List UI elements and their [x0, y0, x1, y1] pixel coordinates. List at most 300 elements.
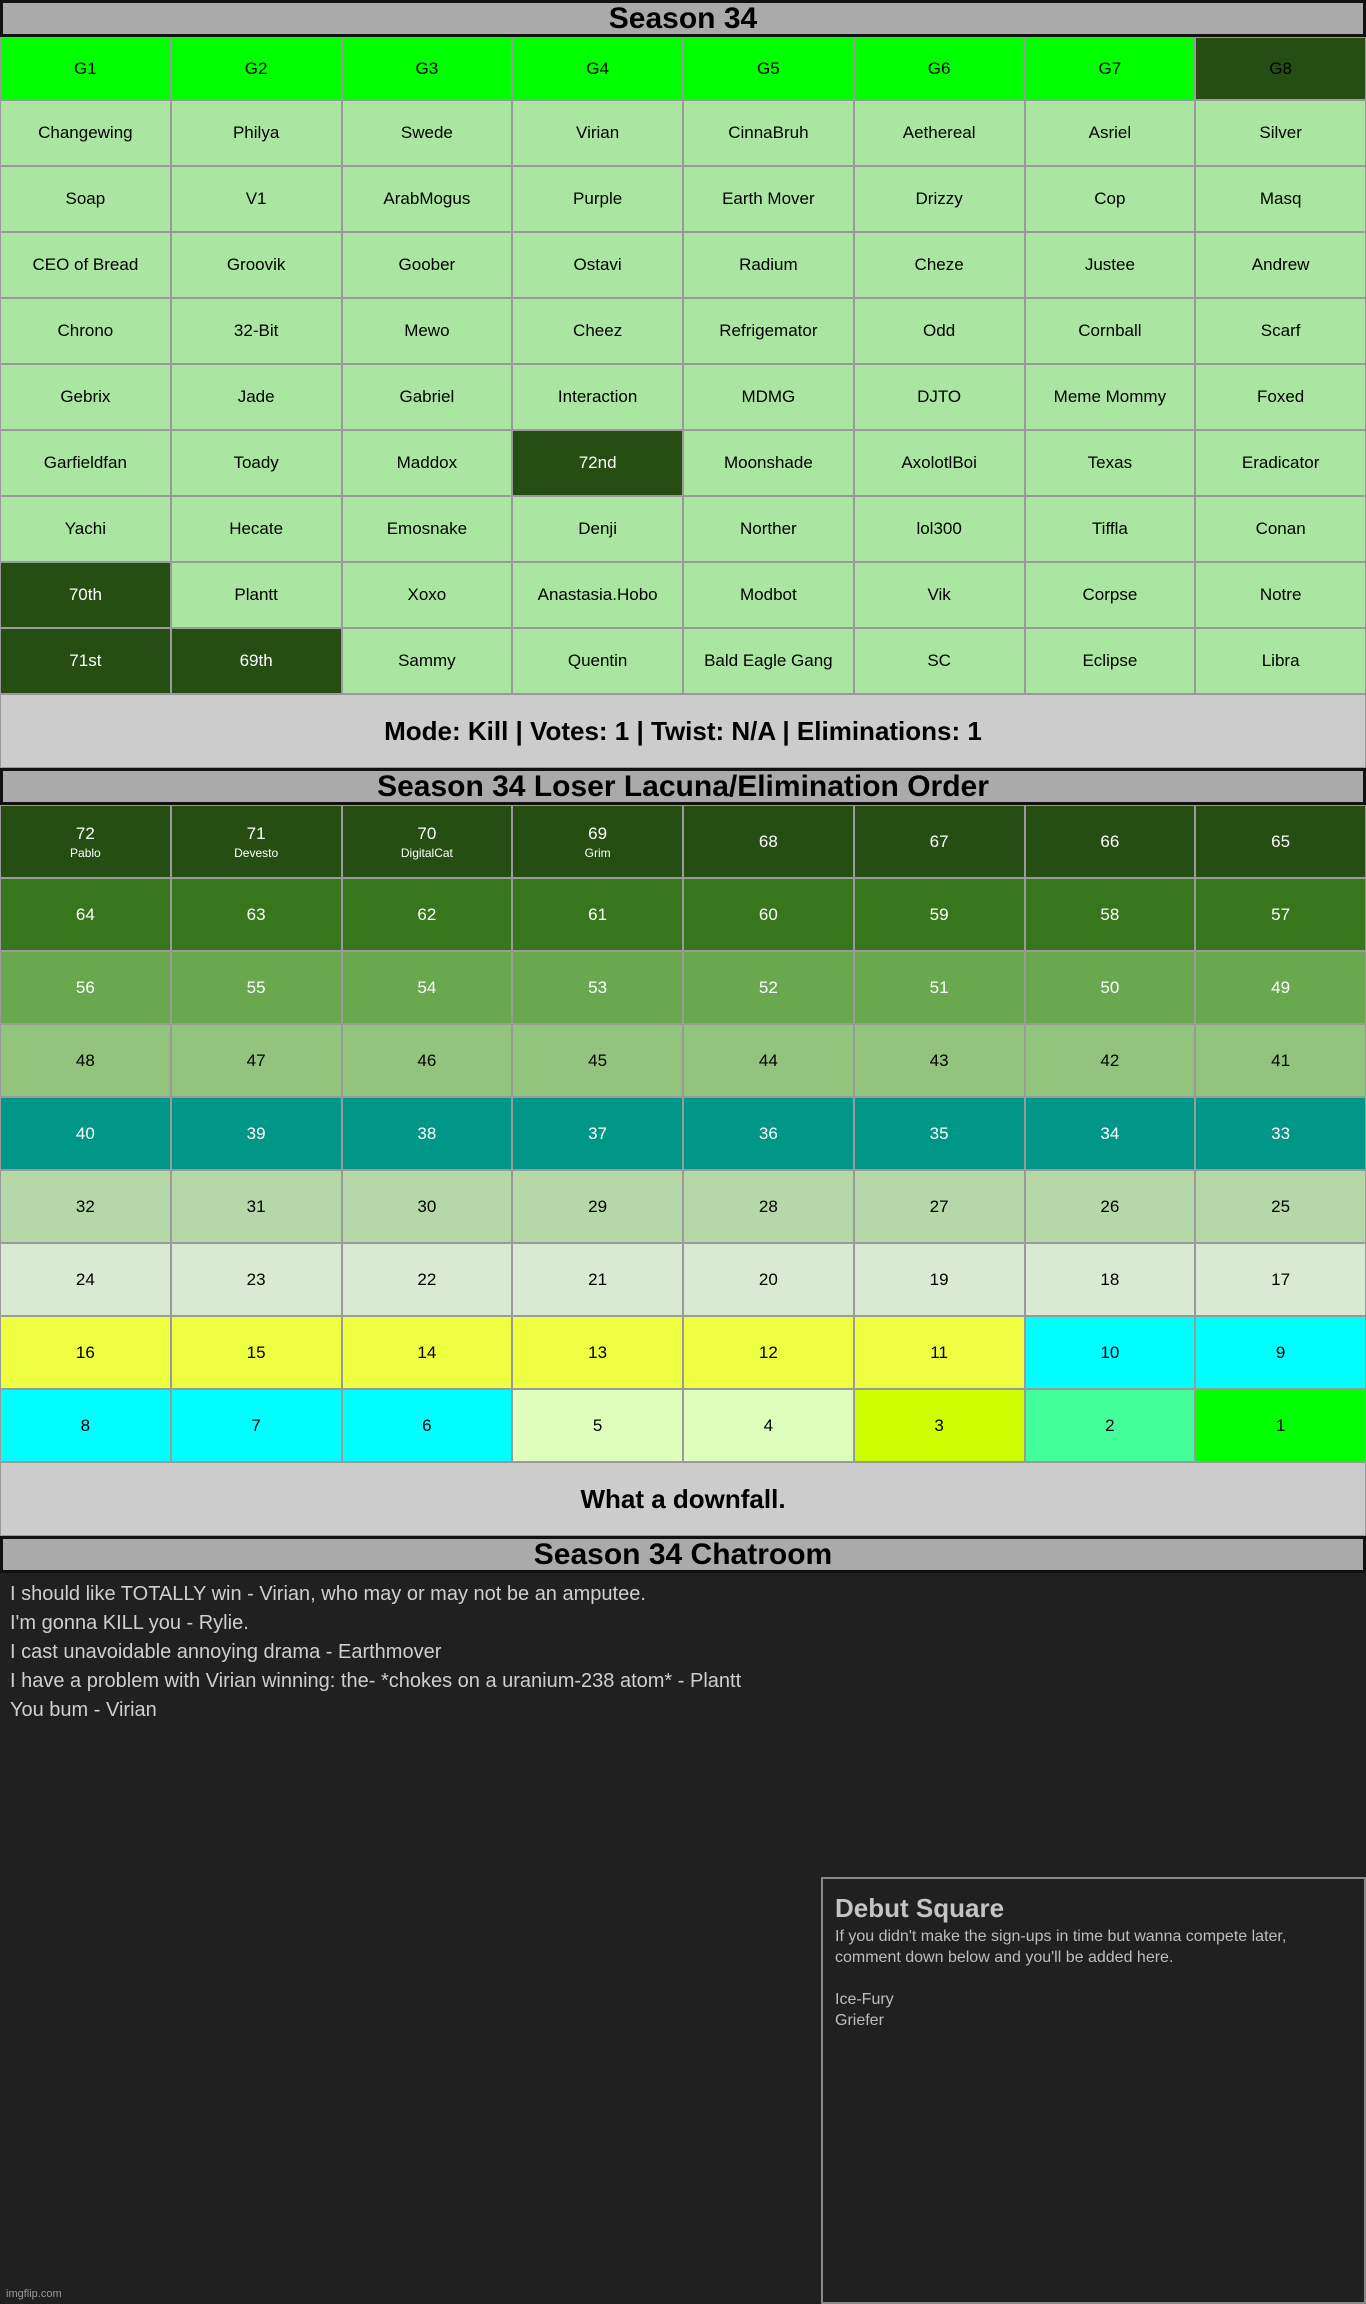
contestant: [854, 298, 1025, 364]
elimination-slot: [0, 1024, 171, 1097]
contestant-label: Bald Eagle Gang: [704, 651, 833, 670]
contestant: [171, 298, 342, 364]
elimination-slot: [0, 1097, 171, 1170]
contestant: [171, 364, 342, 430]
eliminated-contestant: [512, 430, 683, 496]
elimination-slot-label: 46: [417, 1050, 437, 1070]
elimination-slot: [0, 805, 171, 878]
elimination-slot-label: 22: [417, 1269, 437, 1289]
contestant: [1195, 100, 1366, 166]
contestant: [1025, 232, 1196, 298]
contestant-label: Asriel: [1088, 123, 1132, 142]
contestant: [342, 430, 513, 496]
contestant: [512, 100, 683, 166]
contestant-label: Emosnake: [386, 519, 468, 538]
elimination-slot-label: 7: [251, 1415, 261, 1435]
contestant-label: Libra: [1261, 651, 1300, 670]
contestant-label: CinnaBruh: [728, 123, 809, 142]
contestant: [683, 298, 854, 364]
elimination-slot: [342, 951, 513, 1024]
contestant: [854, 166, 1025, 232]
group-header-label: G6: [927, 58, 951, 78]
group-header: [1195, 37, 1366, 100]
contestant: [1195, 496, 1366, 562]
contestant-label: Notre: [1259, 585, 1302, 604]
contestant: [171, 100, 342, 166]
elimination-slot-label: 47: [246, 1050, 266, 1070]
elimination-slot-label: 59: [929, 904, 949, 924]
debut-text: If you didn't make the sign-ups in time but wanna compete later, comment down below and you'll be added here.: [835, 1928, 1287, 1966]
contestant-label: 32-Bit: [233, 321, 279, 340]
contestant-label: MDMG: [741, 387, 796, 406]
elimination-slot: [1025, 1243, 1196, 1316]
contestant-label: Groovik: [226, 255, 286, 274]
elimination-slot-label: 49: [1271, 977, 1291, 997]
contestant: [1195, 364, 1366, 430]
contestant-label: Conan: [1255, 519, 1306, 538]
elimination-slot-label: 40: [75, 1123, 95, 1143]
group-header-label: G8: [1269, 58, 1292, 78]
contestant: [683, 430, 854, 496]
contestant: [171, 166, 342, 232]
contestant-label: Chrono: [57, 321, 114, 340]
elimination-slot: [683, 1316, 854, 1389]
contestant: [0, 232, 171, 298]
contestant: [512, 496, 683, 562]
contestant: [512, 562, 683, 628]
elimination-slot-label: 38: [417, 1123, 437, 1143]
elimination-slot: [0, 1170, 171, 1243]
elimination-slot-label: 14: [417, 1342, 437, 1362]
elimination-slot-label: 42: [1100, 1050, 1120, 1070]
elimination-slot: [342, 805, 513, 878]
elimination-slot: [512, 805, 683, 878]
elimination-slot-label: 15: [246, 1342, 266, 1362]
contestant: [1025, 364, 1196, 430]
elimination-slot-label: 21: [588, 1269, 608, 1289]
contestant-label: Ostavi: [573, 255, 622, 274]
elimination-slot: [683, 805, 854, 878]
chat-message: I should like TOTALLY win - Virian, who may or may not be an amputee.: [10, 1583, 646, 1605]
contestant: [342, 364, 513, 430]
contestant: [0, 430, 171, 496]
contestant: [0, 166, 171, 232]
contestant-label: Xoxo: [407, 585, 447, 604]
elimination-slot: [342, 1316, 513, 1389]
contestant: [1195, 166, 1366, 232]
elimination-slot: [1025, 1097, 1196, 1170]
elimination-slot-label: 63: [246, 904, 266, 924]
contestant-label: Anastasia.Hobo: [537, 585, 658, 604]
elimination-slot: [683, 1024, 854, 1097]
contestant: [512, 628, 683, 694]
elimination-slot: [171, 1316, 342, 1389]
elimination-slot-label: 70: [417, 823, 437, 843]
contestant: [854, 628, 1025, 694]
contestant: [1195, 430, 1366, 496]
elimination-slot: [854, 1316, 1025, 1389]
elimination-slot: [512, 1170, 683, 1243]
contestant: [342, 100, 513, 166]
elimination-slot-label: 43: [929, 1050, 949, 1070]
contestant: [0, 298, 171, 364]
elimination-slot-label: 28: [758, 1196, 778, 1216]
contestant-label: Andrew: [1251, 255, 1310, 274]
debut-name: Ice-Fury: [835, 1991, 894, 2008]
contestant: [683, 562, 854, 628]
contestant: [1025, 430, 1196, 496]
contestant-label: V1: [245, 189, 267, 208]
contestant-label: Corpse: [1082, 585, 1138, 604]
mode-banner: Mode: Kill | Votes: 1 | Twist: N/A | Eliminations: 1: [0, 694, 1366, 768]
elimination-slot: [1025, 1024, 1196, 1097]
elimination-slot: [512, 1389, 683, 1462]
contestant: [0, 364, 171, 430]
elimination-slot: [854, 805, 1025, 878]
chat-message: I'm gonna KILL you - Rylie.: [10, 1612, 249, 1634]
contestant-label: Swede: [400, 123, 453, 142]
contestant-label: Texas: [1087, 453, 1133, 472]
contestant: [0, 496, 171, 562]
contestant-label: Cheze: [914, 255, 964, 274]
eliminated-name: Devesto: [234, 845, 279, 860]
elimination-slot: [854, 1243, 1025, 1316]
elimination-slot: [0, 951, 171, 1024]
elimination-slot: [512, 1243, 683, 1316]
elimination-slot: [1195, 1243, 1366, 1316]
elimination-slot-label: 60: [758, 904, 778, 924]
elimination-slot-label: 69: [588, 823, 608, 843]
contestant-label: Jade: [237, 387, 275, 406]
elimination-slot: [171, 951, 342, 1024]
elimination-slot-label: 71: [246, 823, 266, 843]
elimination-slot: [0, 1316, 171, 1389]
elimination-slot-label: 53: [588, 977, 608, 997]
elimination-slot: [1025, 1389, 1196, 1462]
watermark: imgflip.com: [6, 2288, 62, 2300]
contestant-label: Purple: [573, 189, 623, 208]
contestant: [342, 562, 513, 628]
elimination-slot: [1025, 951, 1196, 1024]
elimination-slot: [171, 1389, 342, 1462]
elimination-slot: [1025, 1170, 1196, 1243]
contestant-label: lol300: [916, 519, 962, 538]
eliminated-contestant-label: 72nd: [578, 453, 617, 472]
elimination-slot-label: 1: [1275, 1415, 1286, 1435]
eliminated-name: Pablo: [70, 845, 101, 860]
contestant: [342, 298, 513, 364]
contestant-label: SC: [927, 651, 951, 670]
contestant: [342, 166, 513, 232]
group-header: [512, 37, 683, 100]
elimination-slot: [342, 1097, 513, 1170]
elimination-slot-label: 54: [417, 977, 437, 997]
contestant: [683, 628, 854, 694]
group-header-label: G2: [244, 58, 268, 78]
contestant-label: Quentin: [567, 651, 628, 670]
elimination-slot-label: 27: [929, 1196, 949, 1216]
elimination-slot-label: 17: [1271, 1269, 1291, 1289]
elimination-slot-label: 9: [1275, 1342, 1286, 1362]
contestant: [854, 430, 1025, 496]
contestant: [683, 496, 854, 562]
elimination-slot-label: 41: [1271, 1050, 1291, 1070]
season-title: Season 34: [0, 0, 1366, 37]
contestant-label: Goober: [398, 255, 456, 274]
contestant-label: Cop: [1094, 189, 1126, 208]
elimination-slot-label: 10: [1100, 1342, 1120, 1362]
contestant-label: Sammy: [398, 651, 456, 670]
elimination-slot-label: 2: [1105, 1415, 1115, 1435]
elimination-slot-label: 33: [1271, 1123, 1291, 1143]
contestant-label: Moonshade: [723, 453, 813, 472]
elimination-slot-label: 6: [422, 1415, 432, 1435]
elimination-slot: [854, 951, 1025, 1024]
contestant-label: ArabMogus: [383, 189, 471, 208]
contestant-label: Interaction: [557, 387, 638, 406]
elimination-slot: [854, 1024, 1025, 1097]
contestant-label: Changewing: [38, 123, 133, 142]
elimination-slot: [1195, 1316, 1366, 1389]
elimination-slot-label: 50: [1100, 977, 1120, 997]
elimination-slot-label: 26: [1100, 1196, 1120, 1216]
elimination-slot-label: 37: [588, 1123, 608, 1143]
contestant: [171, 430, 342, 496]
elimination-slot-label: 64: [75, 904, 95, 924]
contestant-label: Yachi: [64, 519, 106, 538]
elimination-slot-label: 67: [929, 831, 949, 851]
elimination-slot-label: 20: [758, 1269, 778, 1289]
elimination-slot: [1195, 805, 1366, 878]
eliminated-contestant-label: 70th: [68, 585, 102, 604]
contestant-label: Foxed: [1257, 387, 1305, 406]
elimination-slot-label: 39: [246, 1123, 266, 1143]
elimination-slot: [1195, 1170, 1366, 1243]
contestant: [512, 232, 683, 298]
contestant: [854, 496, 1025, 562]
contestant: [683, 166, 854, 232]
elimination-slot-label: 61: [588, 904, 608, 924]
elimination-slot: [683, 1170, 854, 1243]
contestant: [854, 562, 1025, 628]
elimination-slot-label: 51: [929, 977, 949, 997]
contestant: [1195, 298, 1366, 364]
elimination-slot-label: 31: [246, 1196, 266, 1216]
elimination-slot: [0, 878, 171, 951]
elimination-slot: [342, 878, 513, 951]
eliminated-contestant: [0, 628, 171, 694]
contestant: [0, 100, 171, 166]
chatroom-title: Season 34 Chatroom: [0, 1536, 1366, 1573]
elimination-slot: [683, 1389, 854, 1462]
contestant: [1195, 232, 1366, 298]
elimination-slot: [171, 878, 342, 951]
elimination-slot-label: 66: [1100, 831, 1120, 851]
elimination-slot: [1025, 878, 1196, 951]
elimination-slot-label: 57: [1271, 904, 1291, 924]
contestant-label: Aethereal: [902, 123, 976, 142]
elimination-slot-label: 24: [75, 1269, 95, 1289]
contestant: [683, 100, 854, 166]
group-header: [342, 37, 513, 100]
debut-square: [821, 1877, 1366, 2304]
eliminated-contestant: [171, 628, 342, 694]
contestant: [342, 628, 513, 694]
contestant: [854, 232, 1025, 298]
elimination-slot: [683, 1097, 854, 1170]
contestant-label: Drizzy: [915, 189, 963, 208]
elimination-slot-label: 32: [75, 1196, 95, 1216]
contestant: [1025, 562, 1196, 628]
group-header-label: G4: [586, 58, 609, 78]
elimination-slot-label: 36: [758, 1123, 778, 1143]
group-header-label: G3: [415, 58, 439, 78]
contestant-label: AxolotlBoi: [901, 453, 977, 472]
elimination-slot: [342, 1024, 513, 1097]
elimination-slot-label: 18: [1100, 1269, 1120, 1289]
elimination-slot-label: 45: [588, 1050, 608, 1070]
contestant: [171, 562, 342, 628]
contestant-label: Toady: [233, 453, 279, 472]
elimination-slot-label: 3: [934, 1415, 944, 1435]
eliminated-contestant: [0, 562, 171, 628]
chat-log: [10, 1580, 741, 1725]
elimination-slot-label: 29: [588, 1196, 608, 1216]
elimination-slot: [1025, 1316, 1196, 1389]
elimination-slot: [0, 1389, 171, 1462]
group-header: [0, 37, 171, 100]
elimination-slot: [171, 805, 342, 878]
contestant: [1195, 628, 1366, 694]
group-header-label: G7: [1098, 58, 1122, 78]
contestant-label: Mewo: [404, 321, 450, 340]
contestant-label: Norther: [740, 519, 797, 538]
elimination-slot: [512, 1024, 683, 1097]
elimination-slot: [512, 1097, 683, 1170]
elimination-slot: [683, 1243, 854, 1316]
contestant-label: Modbot: [740, 585, 797, 604]
elimination-slot: [854, 878, 1025, 951]
contestant-label: Philya: [232, 123, 280, 142]
elimination-slot-label: 62: [417, 904, 437, 924]
elimination-slot-label: 13: [588, 1342, 608, 1362]
group-header: [171, 37, 342, 100]
debut-name: Griefer: [835, 2012, 884, 2029]
elimination-slot: [512, 878, 683, 951]
elimination-slot-label: 4: [763, 1415, 774, 1435]
elimination-slot: [171, 1243, 342, 1316]
contestant-label: Justee: [1084, 255, 1135, 274]
elimination-slot-label: 23: [246, 1269, 266, 1289]
elimination-slot-label: 5: [592, 1415, 603, 1435]
elimination-slot: [512, 1316, 683, 1389]
contestant-label: Gebrix: [60, 387, 111, 406]
elimination-slot-label: 19: [929, 1269, 949, 1289]
elimination-title: Season 34 Loser Lacuna/Elimination Order: [0, 768, 1366, 805]
elimination-slot-label: 68: [758, 831, 778, 851]
contestant: [171, 496, 342, 562]
contestant-label: Tiffla: [1091, 519, 1128, 538]
elimination-slot: [854, 1389, 1025, 1462]
contestant: [1025, 100, 1196, 166]
contestant-label: CEO of Bread: [32, 255, 139, 274]
elimination-slot: [683, 878, 854, 951]
group-header: [1025, 37, 1196, 100]
contestant-label: Silver: [1259, 123, 1302, 142]
elimination-slot: [854, 1097, 1025, 1170]
contestant: [854, 100, 1025, 166]
contestant-label: Eclipse: [1082, 651, 1138, 670]
elimination-slot: [171, 1097, 342, 1170]
downfall-banner: What a downfall.: [0, 1462, 1366, 1536]
contestant-label: Scarf: [1260, 321, 1301, 340]
contestant: [1025, 628, 1196, 694]
chat-message: I have a problem with Virian winning: the- *chokes on a uranium-238 atom* - Plantt: [10, 1670, 742, 1692]
elimination-slot: [1195, 1097, 1366, 1170]
elimination-slot: [0, 1243, 171, 1316]
elimination-slot-label: 65: [1271, 831, 1291, 851]
contestant: [512, 166, 683, 232]
elimination-slot-label: 72: [75, 823, 95, 843]
contestant: [1195, 562, 1366, 628]
elimination-slot: [1195, 878, 1366, 951]
elimination-slot: [342, 1389, 513, 1462]
contestant-label: Hecate: [229, 519, 284, 538]
elimination-slot: [854, 1170, 1025, 1243]
elimination-slot-label: 58: [1100, 904, 1120, 924]
group-header: [854, 37, 1025, 100]
contestant-label: Plantt: [234, 585, 278, 604]
elimination-slot-label: 35: [929, 1123, 949, 1143]
elimination-slot-label: 11: [930, 1342, 948, 1362]
elimination-slot: [512, 951, 683, 1024]
contestant-label: Cheez: [573, 321, 623, 340]
elimination-grid: [0, 805, 1366, 1462]
contestant: [342, 496, 513, 562]
contestant: [512, 364, 683, 430]
group-header: [683, 37, 854, 100]
elimination-slot: [1195, 951, 1366, 1024]
elimination-slot: [1195, 1389, 1366, 1462]
contestant: [1025, 496, 1196, 562]
contestant-label: Eradicator: [1241, 453, 1320, 472]
elimination-slot: [1195, 1024, 1366, 1097]
elimination-slot-label: 56: [75, 977, 95, 997]
elimination-slot-label: 55: [246, 977, 266, 997]
contestant: [171, 232, 342, 298]
eliminated-name: DigitalCat: [400, 845, 453, 860]
elimination-slot-label: 12: [758, 1342, 778, 1362]
contestant-label: Denji: [578, 519, 617, 538]
contestant-label: Meme Mommy: [1053, 387, 1167, 406]
elimination-slot: [683, 951, 854, 1024]
elimination-slot-label: 8: [80, 1415, 91, 1435]
contestant: [1025, 166, 1196, 232]
contestant: [683, 232, 854, 298]
contestant-label: DJTO: [917, 387, 962, 406]
roster-grid: [0, 37, 1366, 694]
elimination-slot-label: 34: [1100, 1123, 1120, 1143]
group-header-label: G1: [74, 58, 97, 78]
eliminated-contestant-label: 71st: [69, 651, 102, 670]
contestant-label: Soap: [65, 189, 106, 208]
contestant: [512, 298, 683, 364]
contestant: [683, 364, 854, 430]
contestant-label: Gabriel: [399, 387, 455, 406]
elimination-slot: [342, 1243, 513, 1316]
elimination-slot: [171, 1024, 342, 1097]
contestant-label: Maddox: [396, 453, 458, 472]
